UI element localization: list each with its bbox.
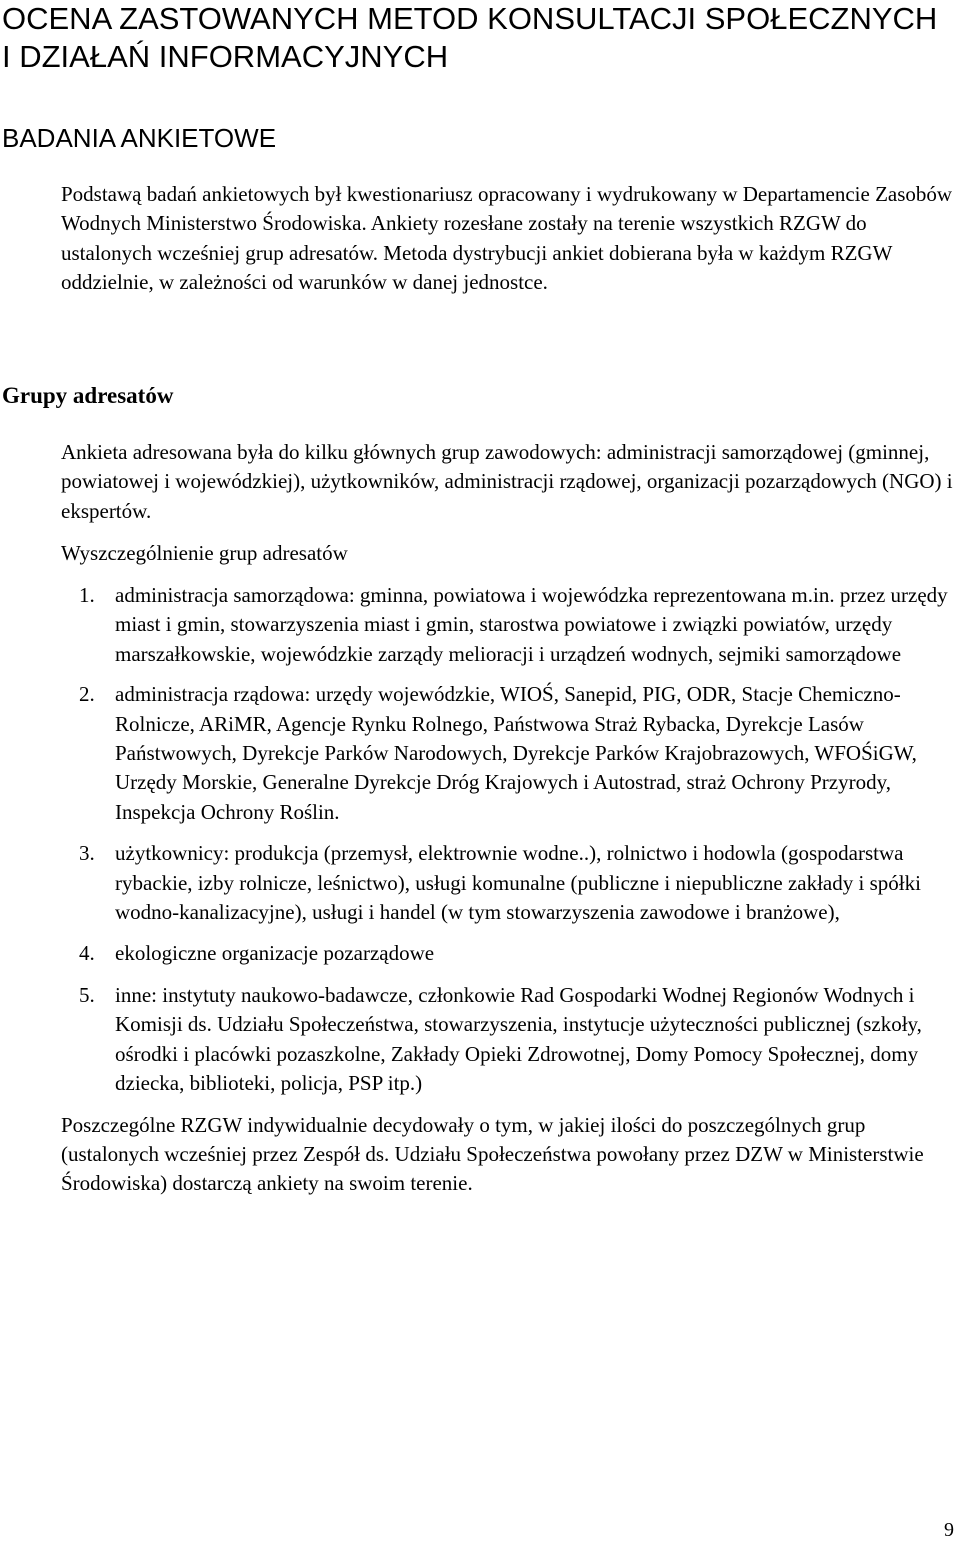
list-item-text: administracja samorządowa: gminna, powiatowa i wojewódzka reprezentowana m.in. przez urzędy miast i gmin, stowarzyszenia miast i gmin, starostwa powiatowe i związki powiatów, urzędy marszałkowskie, wojewódzkie zarządy melioracji i urządzeń wodnych, sejmiki samorządowe xyxy=(115,583,948,666)
list-item-number: 3. xyxy=(79,841,95,866)
list-item-number: 4. xyxy=(79,941,95,966)
groups-paragraph: Ankieta adresowana była do kilku głównych grup zawodowych: administracji samorządowej (gminnej, powiatowej i wojewódzkiej), użytkowników, administracji rządowej, organizacji pozarządowych (NGO) i ekspertów. xyxy=(61,440,953,523)
page-title: OCENA ZASTOWANYCH METOD KONSULTACJI SPOŁECZNYCH I DZIAŁAŃ INFORMACYJNYCH xyxy=(2,1,938,74)
list-item-text: użytkownicy: produkcja (przemysł, elektrownie wodne..), rolnictwo i hodowla (gospodarstwa rybackie, izby rolnicze, leśnictwo), usługi komunalne (publiczne i niepubliczne zakłady i spółki wodno-kanalizacyjne), usługi i handel (w tym stowarzyszenia zawodowe i branżowe), xyxy=(115,841,921,925)
list-item-text: administracja rządowa: urzędy wojewódzkie, WIOŚ, Sanepid, PIG, ODR, Stacje Chemiczno-Rolnicze, ARiMR, Agencje Rynku Rolnego, Państwowa Straż Rybacka, Dyrekcje Lasów Państwowych, Dyrekcje Parków Narodowych, Dyrekcje Parków Krajobrazowych, WFOŚiGW, Urzędy Morskie, Generalne Dyrekcje Dróg Krajowych i Autostrad, straż Ochrony Przyrody, Inspekcja Ochrony Roślin. xyxy=(115,682,917,824)
list-item-number: 1. xyxy=(79,583,95,607)
page-number: 9 xyxy=(944,1519,954,1541)
section-title: BADANIA ANKIETOWE xyxy=(2,123,277,153)
list-item-number: 5. xyxy=(79,982,95,1007)
list-item-number: 2. xyxy=(79,682,95,707)
groups-heading: Grupy adresatów xyxy=(2,383,174,408)
closing-paragraph: Poszczególne RZGW indywidualnie decydowały o tym, w jakiej ilości do poszczególnych grup (ustalonych wcześniej przez Zespół ds. Udziału Społeczeństwa powołany przez DZW w Ministerstwie Środowiska) dostarczą ankiety na swoim terenie. xyxy=(61,1112,924,1196)
list-item xyxy=(61,581,956,669)
list-item xyxy=(61,680,956,827)
list-item xyxy=(61,981,956,1099)
list-title: Wyszczególnienie grup adresatów xyxy=(61,541,348,565)
list-item-text: ekologiczne organizacje pozarządowe xyxy=(115,941,435,966)
intro-paragraph: Podstawą badań ankietowych był kwestionariusz opracowany i wydrukowany w Departamencie Zasobów Wodnych Ministerstwo Środowiska. Ankiety rozesłane zostały na terenie wszystkich RZGW do ustalonych wcześniej grup adresatów. Metoda dystrybucji ankiet dobierana była w każdym RZGW oddzielnie, w zależności od warunków w danej jednostce. xyxy=(61,182,953,295)
list-item xyxy=(61,939,956,968)
list-item-text: inne: instytuty naukowo-badawcze, członkowie Rad Gospodarki Wodnej Regionów Wodnych i Komisji ds. Udziału Społeczeństwa, stowarzyszenia, instytucje użyteczności publicznej (szkoły, ośrodki i placówki pozaszkolne, Zakłady Opieki Zdrowotnej, Domy Pomocy Społecznej, domy dziecka, biblioteki, policja, PSP itp.) xyxy=(115,982,922,1096)
addressee-list xyxy=(61,581,956,1199)
list-item xyxy=(61,839,956,927)
